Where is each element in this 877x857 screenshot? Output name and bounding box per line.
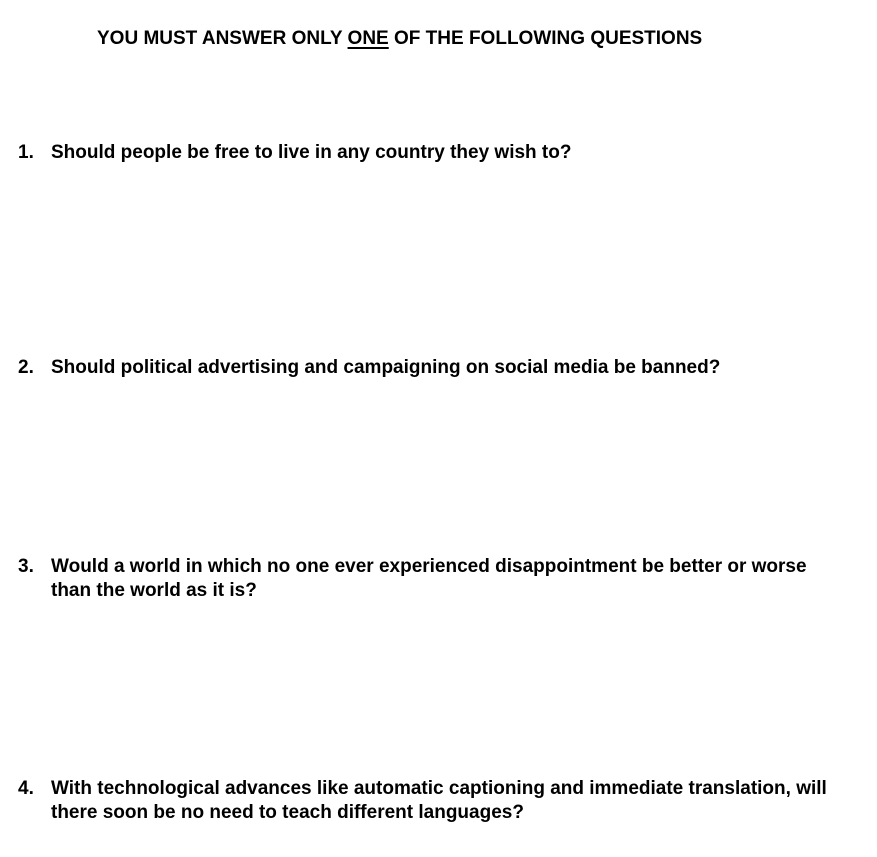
question-line: Should political advertising and campaigning on social media be banned? xyxy=(51,357,721,378)
question-number: 4. xyxy=(18,778,34,799)
question-line: than the world as it is? xyxy=(51,580,257,601)
question-3 xyxy=(18,555,873,603)
question-number: 2. xyxy=(18,357,34,378)
question-4 xyxy=(18,777,873,825)
question-line: there soon be no need to teach different languages? xyxy=(51,802,524,823)
question-number: 1. xyxy=(18,142,34,163)
question-text xyxy=(51,555,873,603)
heading-text-before: YOU MUST ANSWER ONLY xyxy=(97,28,348,49)
question-line: Would a world in which no one ever experienced disappointment be better or worse xyxy=(51,556,807,577)
question-1 xyxy=(18,141,873,165)
question-number: 3. xyxy=(18,556,34,577)
heading-text-after: OF THE FOLLOWING QUESTIONS xyxy=(388,28,703,49)
question-2 xyxy=(18,356,873,380)
question-line: Should people be free to live in any country they wish to? xyxy=(51,142,572,163)
question-text xyxy=(51,141,873,165)
heading-emphasis: ONE xyxy=(347,28,389,49)
instructions-heading xyxy=(97,27,702,51)
question-text xyxy=(51,777,873,825)
question-line: With technological advances like automatic captioning and immediate translation, will xyxy=(51,778,827,799)
question-text xyxy=(51,356,873,380)
